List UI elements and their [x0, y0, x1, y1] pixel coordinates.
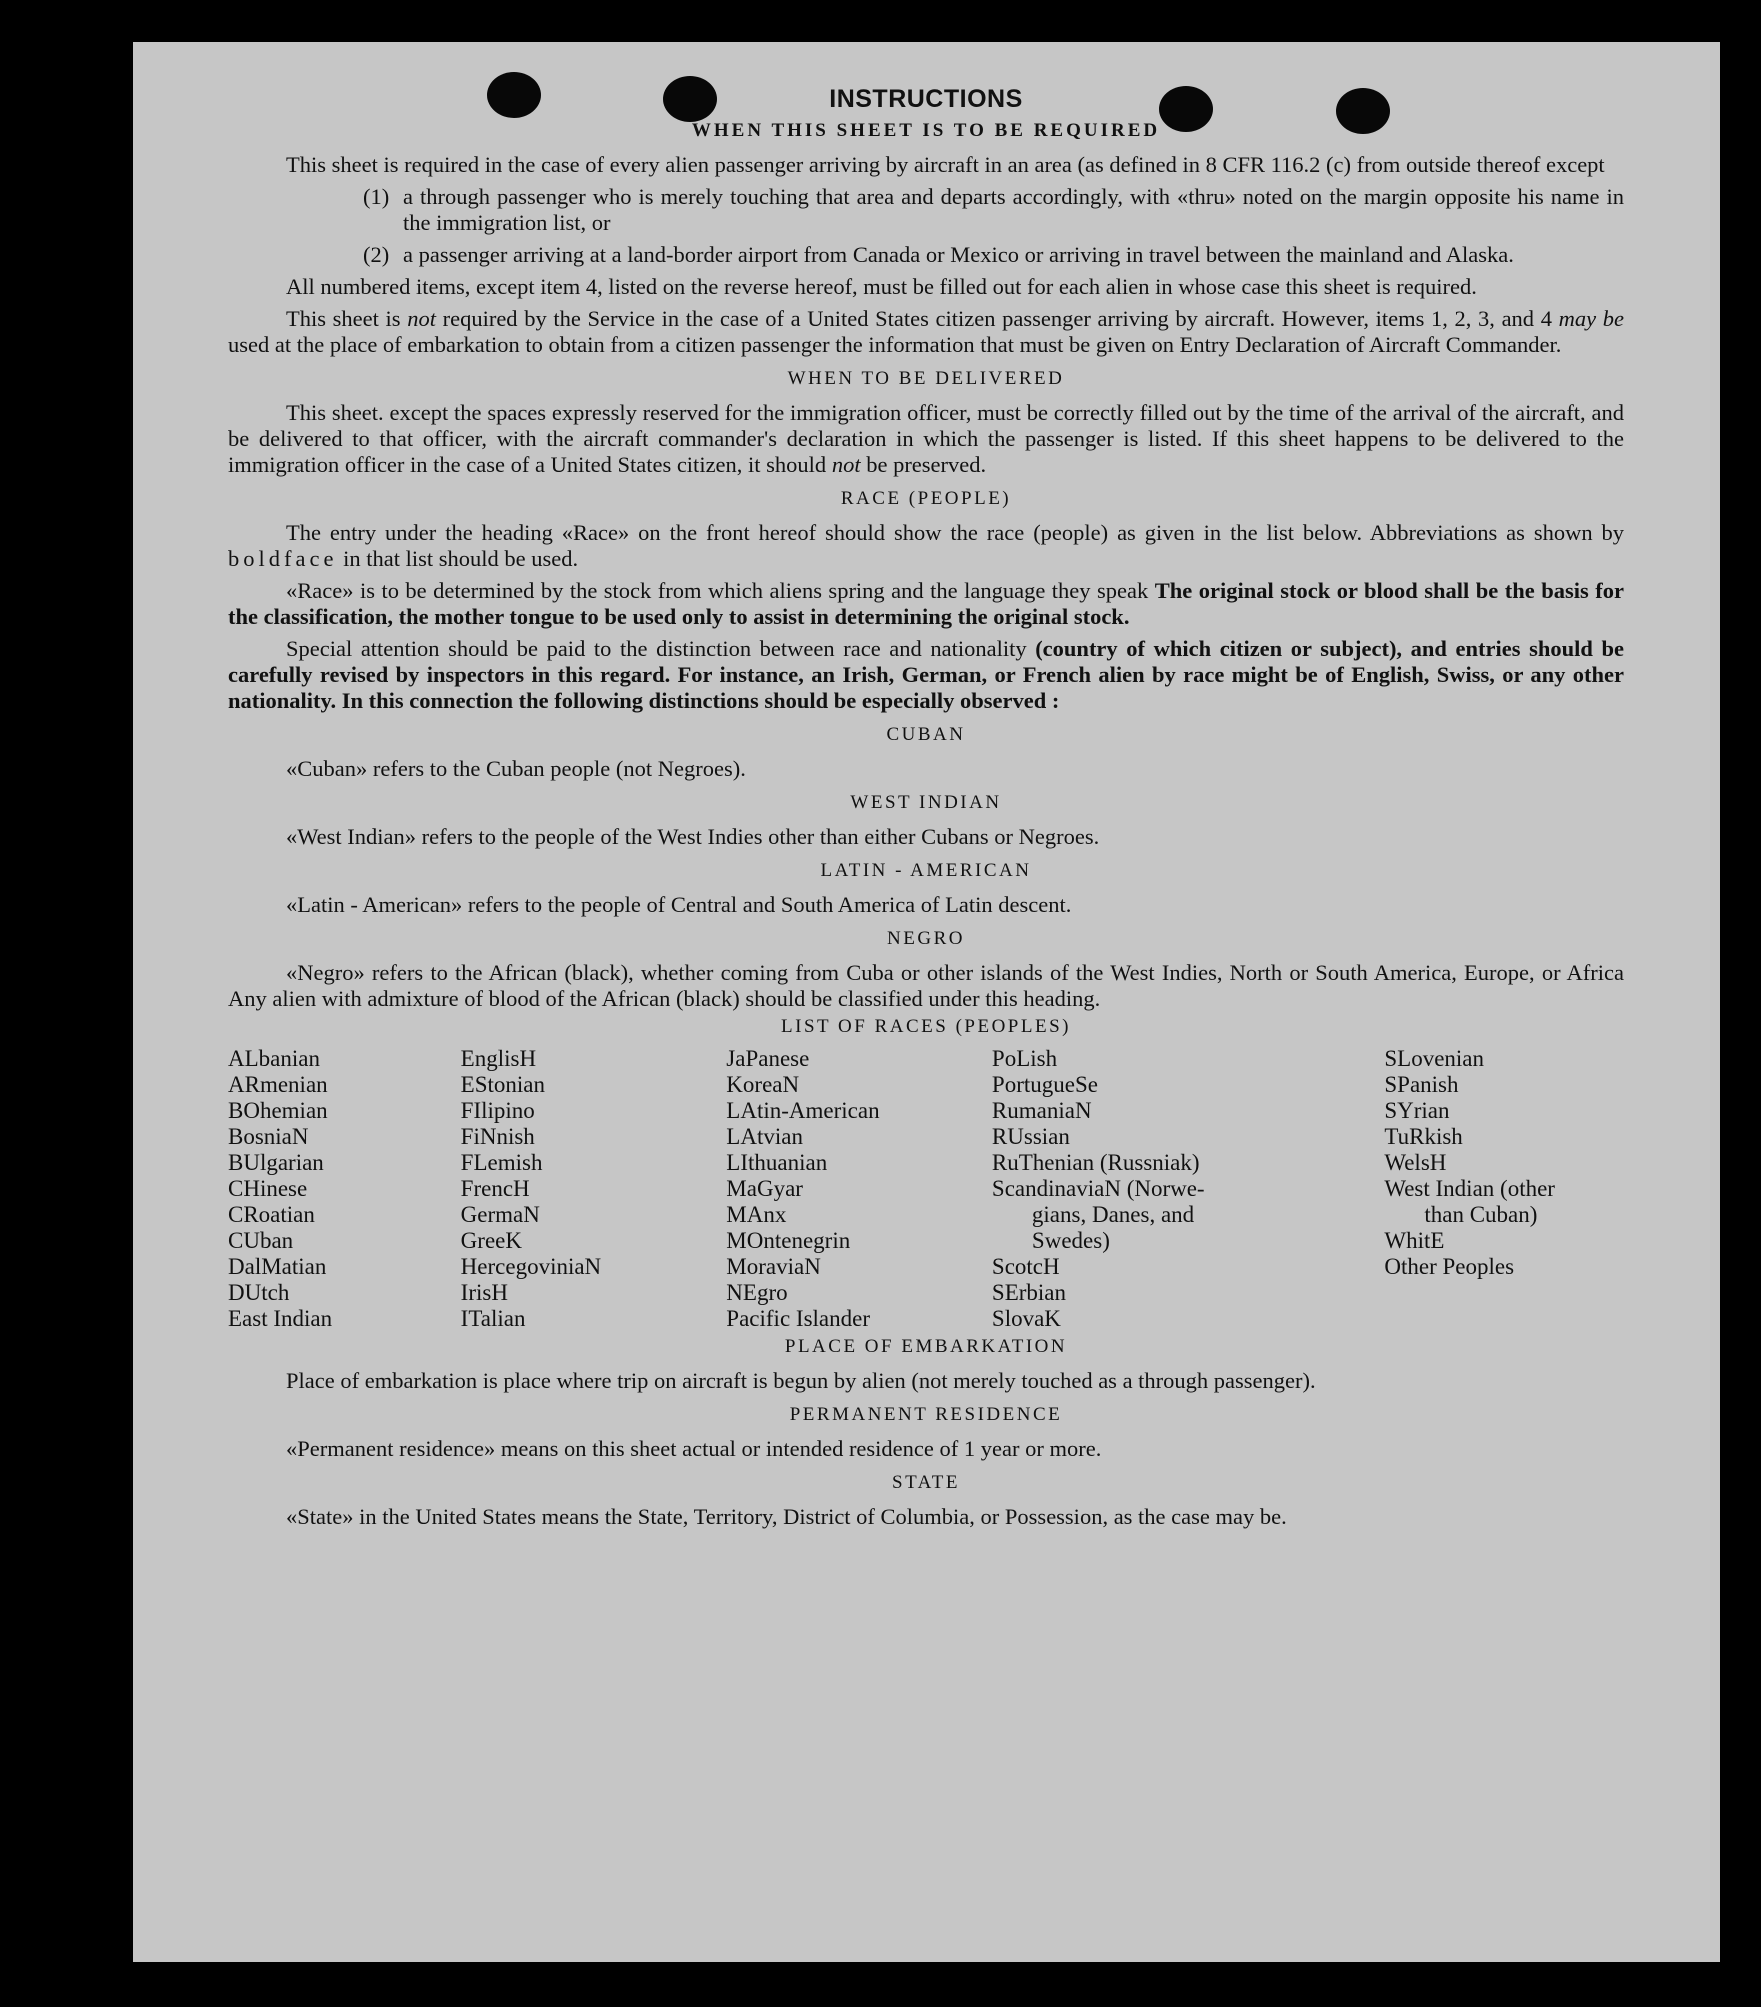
section-heading-residence: PERMANENT RESIDENCE [789, 1404, 1063, 1425]
italic-text: not [407, 306, 436, 331]
item-number: (2) [363, 242, 390, 267]
races-column [228, 1046, 461, 1332]
race-list-item: RUssian [991, 1124, 1070, 1149]
race-list-item: EnglisH [460, 1046, 537, 1071]
race-list-item: FrencH [460, 1176, 530, 1201]
race-list-item: EStonian [460, 1072, 546, 1097]
race-list-item: PortugueSe [991, 1072, 1098, 1097]
race-list-item: BosniaN [228, 1124, 309, 1149]
section-heading-list-of-races: LIST OF RACES (PEOPLES) [781, 1016, 1071, 1037]
race-list-item: SErbian [991, 1280, 1067, 1305]
race-list-item: WhitE [1384, 1228, 1445, 1253]
race-list-item: MaGyar [726, 1176, 803, 1201]
races-column [461, 1046, 727, 1332]
race-list-item: MOntenegrin [726, 1228, 851, 1253]
paragraph: All numbered items, except item 4, listed on the reverse hereof, must be filled out for each alien in whose case this sheet is required. [286, 274, 1477, 299]
race-list-item: CUban [228, 1228, 294, 1253]
race-list-item: LIthuanian [726, 1150, 828, 1175]
race-list-item: Other Peoples [1384, 1254, 1515, 1279]
section-heading-race: RACE (PEOPLE) [840, 488, 1012, 509]
race-list-item: JaPanese [726, 1046, 810, 1071]
section-heading-negro: NEGRO [887, 928, 965, 949]
text-run: be preserved. [860, 452, 987, 477]
bold-text: The original stock or blood shall be the basis for the classification, the mother tongue to be used only to assist in determining the original stock. [228, 578, 1624, 629]
paragraph: «Negro» refers to the African (black), whether coming from Cuba or other islands of the West Indies, North or South America, Europe, or Africa Any alien with admixture of blood of the African (black) should be classified under this heading. [228, 960, 1624, 1011]
race-list-item: East Indian [228, 1306, 333, 1331]
spaced-text: boldface [228, 546, 338, 571]
race-list-item: ALbanian [228, 1046, 320, 1071]
document-content [228, 82, 1624, 1530]
list-item [228, 242, 1624, 268]
race-list-item: WelsH [1384, 1150, 1447, 1175]
section-heading-cuban: CUBAN [886, 724, 966, 745]
race-list-item: FIlipino [460, 1098, 535, 1123]
race-list-item: LAtin-American [726, 1098, 880, 1123]
paragraph: This sheet is required in the case of every alien passenger arriving by aircraft in an area (as defined in 8 CFR 116.2 (c) from outside thereof except [286, 152, 1605, 177]
text-run: used at the place of embarkation to obtain from a citizen passenger the information that must be given on Entry Declaration of Aircraft Commander. [228, 332, 1562, 357]
page-title: INSTRUCTIONS [829, 85, 1023, 113]
italic-text: may be [1558, 306, 1624, 331]
italic-text: not [831, 452, 861, 477]
race-list-item: KoreaN [726, 1072, 800, 1097]
item-text: a through passenger who is merely touching that area and departs accordingly, with «thru» noted on the margin opposite his name in the immigration list, or [403, 184, 1624, 235]
section-heading-latin-american: LATIN - AMERICAN [820, 860, 1032, 881]
paragraph: «Cuban» refers to the Cuban people (not Negroes). [286, 756, 746, 781]
race-list-item: Swedes) [1031, 1228, 1110, 1253]
race-list-item: FiNnish [460, 1124, 535, 1149]
race-list-item: MoraviaN [726, 1254, 821, 1279]
paragraph [228, 306, 1624, 358]
list-item [228, 184, 1624, 236]
races-column [992, 1046, 1384, 1332]
races-column [1384, 1046, 1624, 1332]
race-list-item: FLemish [460, 1150, 543, 1175]
race-list-item: ScotcH [991, 1254, 1060, 1279]
paragraph [228, 400, 1624, 478]
text-run: The entry under the heading «Race» on the front hereof should show the race (people) as given in the list below. Abbreviations as shown by [286, 520, 1624, 545]
paragraph: «Latin - American» refers to the people of Central and South America of Latin descent. [286, 892, 1072, 917]
section-heading-state: STATE [892, 1472, 960, 1493]
text-run: Special attention should be paid to the distinction between race and nationality [286, 636, 1036, 661]
item-number: (1) [363, 184, 390, 209]
races-column [726, 1046, 992, 1332]
text-run: This sheet is [286, 306, 408, 331]
race-list-item: DUtch [228, 1280, 290, 1305]
race-list-item: DalMatian [228, 1254, 327, 1279]
race-list-item: SlovaK [991, 1306, 1061, 1331]
item-text: a passenger arriving at a land-border airport from Canada or Mexico or arriving in travel between the mainland and Alaska. [403, 242, 1514, 267]
race-list-item: RuThenian (Russniak) [991, 1150, 1200, 1175]
race-list-item: LAtvian [726, 1124, 803, 1149]
race-list-item: SPanish [1384, 1072, 1459, 1097]
race-list-item: Pacific Islander [726, 1306, 870, 1331]
race-list-item: CHinese [228, 1176, 308, 1201]
race-list-item: CRoatian [228, 1202, 315, 1227]
paragraph [228, 578, 1624, 630]
section-heading-west-indian: WEST INDIAN [850, 792, 1002, 813]
paragraph: Place of embarkation is place where trip on aircraft is begun by alien (not merely touched as a through passenger). [286, 1368, 1316, 1393]
race-list-item: SYrian [1384, 1098, 1450, 1123]
race-list-item: IrisH [460, 1280, 508, 1305]
race-list-item: MAnx [726, 1202, 787, 1227]
bold-text: (country of which citizen or subject), and entries should be carefully revised by inspectors in this regard. For instance, an Irish, German, or French alien by race might be of English, Swiss, or any other nationality. In this connection the following distinctions should be especially observed : [228, 636, 1624, 713]
race-list-item: NEgro [726, 1280, 788, 1305]
race-list-item: HercegoviniaN [460, 1254, 602, 1279]
race-list-item: RumaniaN [991, 1098, 1092, 1123]
paragraph: «State» in the United States means the State, Territory, District of Columbia, or Possession, as the case may be. [286, 1504, 1287, 1529]
text-run: «Race» is to be determined by the stock from which aliens spring and the language they speak [286, 578, 1155, 603]
race-list-item: BUlgarian [228, 1150, 324, 1175]
race-list-item: BOhemian [228, 1098, 328, 1123]
race-list-item: SLovenian [1384, 1046, 1485, 1071]
text-run: in that list should be used. [337, 546, 579, 571]
text-run: required by the Service in the case of a United States citizen passenger arriving by aircraft. However, items 1, 2, 3, and 4 [435, 306, 1559, 331]
race-list-item: than Cuban) [1424, 1202, 1538, 1227]
race-list-item: ITalian [460, 1306, 526, 1331]
paragraph [228, 636, 1624, 714]
paragraph [228, 520, 1624, 572]
race-list-item: ScandinaviaN (Norwe- [991, 1176, 1205, 1201]
race-list-item: gians, Danes, and [1031, 1202, 1195, 1227]
paragraph: «Permanent residence» means on this sheet actual or intended residence of 1 year or more. [286, 1436, 1102, 1461]
race-list-item: GermaN [460, 1202, 540, 1227]
race-list-item: ARmenian [228, 1072, 328, 1097]
text-run: This sheet. except the spaces expressly reserved for the immigration officer, must be correctly filled out by the time of the arrival of the aircraft, and be delivered to that officer, with the aircraft commander's declaration in which the passenger is listed. If this sheet happens to be delivered to the immigration officer in the case of a United States citizen, it should [228, 400, 1624, 477]
race-list-item: PoLish [991, 1046, 1058, 1071]
section-heading-embarkation: PLACE OF EMBARKATION [784, 1336, 1068, 1357]
section-heading-required: WHEN THIS SHEET IS TO BE REQUIRED [691, 120, 1161, 141]
section-heading-delivered: WHEN TO BE DELIVERED [787, 368, 1065, 389]
race-list-item: West Indian (other [1384, 1176, 1555, 1201]
races-list [228, 1046, 1624, 1332]
document-sheet [133, 42, 1720, 1962]
paragraph: «West Indian» refers to the people of the West Indies other than either Cubans or Negroes. [286, 824, 1100, 849]
race-list-item: TuRkish [1384, 1124, 1463, 1149]
race-list-item: GreeK [460, 1228, 522, 1253]
